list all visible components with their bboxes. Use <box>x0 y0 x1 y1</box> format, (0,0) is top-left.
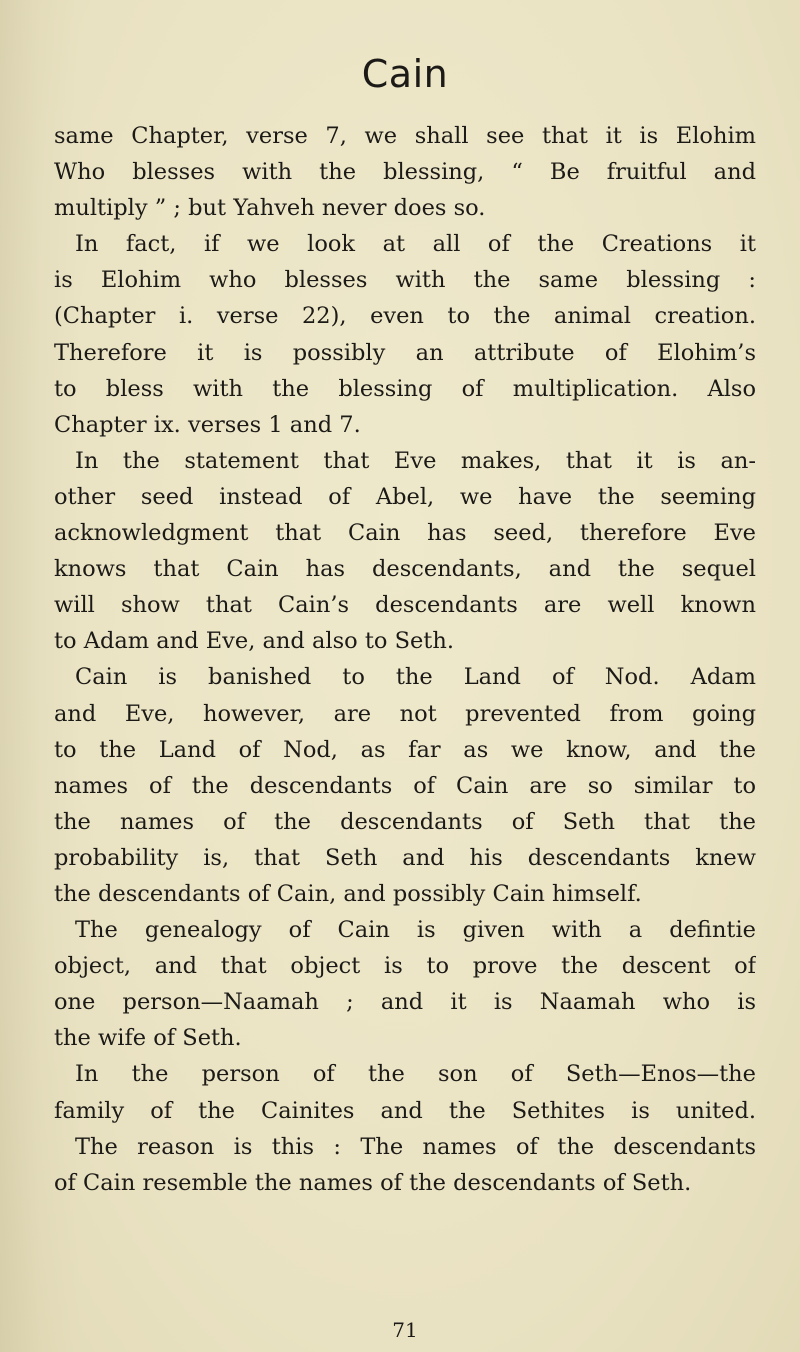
text-line: to bless with the blessing of multiplication. Also <box>54 375 756 402</box>
text-line: probability is, that Seth and his descendants knew <box>54 844 756 871</box>
text-line: names of the descendants of Cain are so similar to <box>54 772 756 799</box>
text-line: and Eve, however, are not prevented from going <box>54 700 756 727</box>
text-line: In fact, if we look at all of the Creations it <box>75 231 756 258</box>
text-line: to Adam and Eve, and also to Seth. <box>54 628 454 655</box>
text-line: is Elohim who blesses with the same blessing : <box>54 267 756 294</box>
text-line: will show that Cain’s descendants are well known <box>54 592 756 619</box>
text-line: the descendants of Cain, and possibly Cain himself. <box>54 880 642 907</box>
text-line: In the person of the son of Seth—Enos—the <box>75 1061 756 1088</box>
text-line: (Chapter i. verse 22), even to the animal creation. <box>54 303 756 330</box>
text-line: Chapter ix. verses 1 and 7. <box>54 411 361 438</box>
text-line: family of the Cainites and the Sethites is united. <box>54 1097 756 1124</box>
body-text <box>54 118 756 1201</box>
text-line: the names of the descendants of Seth that the <box>54 808 756 835</box>
text-line: The reason is this : The names of the descendants <box>75 1133 756 1160</box>
text-line: multiply ” ; but Yahveh never does so. <box>54 195 486 222</box>
text-line: the wife of Seth. <box>54 1025 242 1052</box>
text-line: one person—Naamah ; and it is Naamah who is <box>54 989 756 1016</box>
book-page <box>54 0 756 1352</box>
text-line: The genealogy of Cain is given with a defintie <box>75 917 756 944</box>
running-head: Cain <box>361 52 449 96</box>
text-line: Cain is banished to the Land of Nod. Adam <box>75 664 756 691</box>
text-line: other seed instead of Abel, we have the seeming <box>54 483 756 510</box>
text-line: of Cain resemble the names of the descendants of Seth. <box>54 1169 692 1196</box>
text-line: Therefore it is possibly an attribute of Elohim’s <box>54 339 756 366</box>
text-line: knows that Cain has descendants, and the sequel <box>54 556 756 583</box>
text-line: to the Land of Nod, as far as we know, and the <box>54 736 756 763</box>
text-line: acknowledgment that Cain has seed, therefore Eve <box>54 520 756 547</box>
text-line: In the statement that Eve makes, that it is an- <box>75 447 756 474</box>
text-line: Who blesses with the blessing, “ Be fruitful and <box>54 159 756 186</box>
page-number: 71 <box>392 1318 418 1342</box>
text-line: object, and that object is to prove the descent of <box>54 953 756 980</box>
text-line: same Chapter, verse 7, we shall see that it is Elohim <box>54 123 756 149</box>
